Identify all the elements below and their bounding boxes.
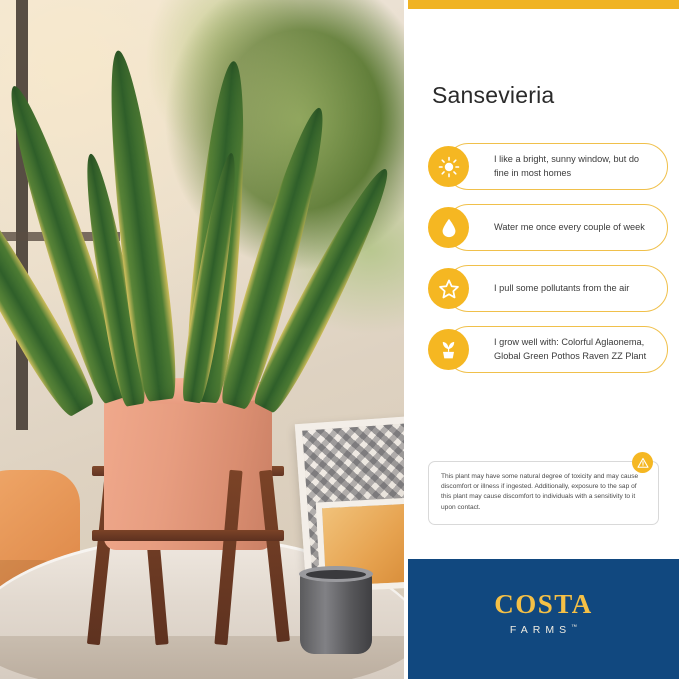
care-tip-pill [445,143,668,190]
toxicity-disclaimer: This plant may have some natural degree of toxicity and may cause discomfort or illness if ingested. Additionally, exposure to the sap of this plant may cause discomfort to individuals with a sensitivity to it upon contact. [428,461,659,525]
care-tip-companions [428,326,668,373]
brand-subtitle-text: FARMS [509,624,572,636]
potted-plant-icon [428,329,469,370]
warning-icon [632,452,653,473]
window-frame-vertical [16,0,28,430]
water-drop-icon [428,207,469,248]
care-tip-text: I grow well with: Colorful Aglaonema, Global Green Pothos Raven ZZ Plant [494,337,647,361]
top-accent-bar [408,0,679,9]
star-icon [428,268,469,309]
care-tip-text: I like a bright, sunny window, but do fine in most homes [494,154,640,178]
care-tip-light [428,143,668,190]
sun-icon [428,146,469,187]
brand-name: COSTA [494,589,593,619]
care-tip-air [428,265,668,312]
plant-stand-rail [92,530,284,541]
care-tip-pill [445,265,668,312]
page-title: Sansevieria [432,82,555,108]
care-tip-pill [445,326,668,373]
care-tip-text: Water me once every couple of week [494,221,645,232]
trademark-symbol: ™ [571,624,578,631]
care-tip-text: I pull some pollutants from the air [494,282,630,293]
care-tip-water [428,204,668,251]
info-panel [408,9,679,559]
care-tip-list [428,143,668,387]
brand-lockup [408,589,679,636]
brand-footer [408,559,679,679]
ceramic-cup-rim [299,566,373,582]
care-tip-pill [445,204,668,251]
brand-subtitle [408,624,679,636]
ceramic-cup [300,572,372,654]
